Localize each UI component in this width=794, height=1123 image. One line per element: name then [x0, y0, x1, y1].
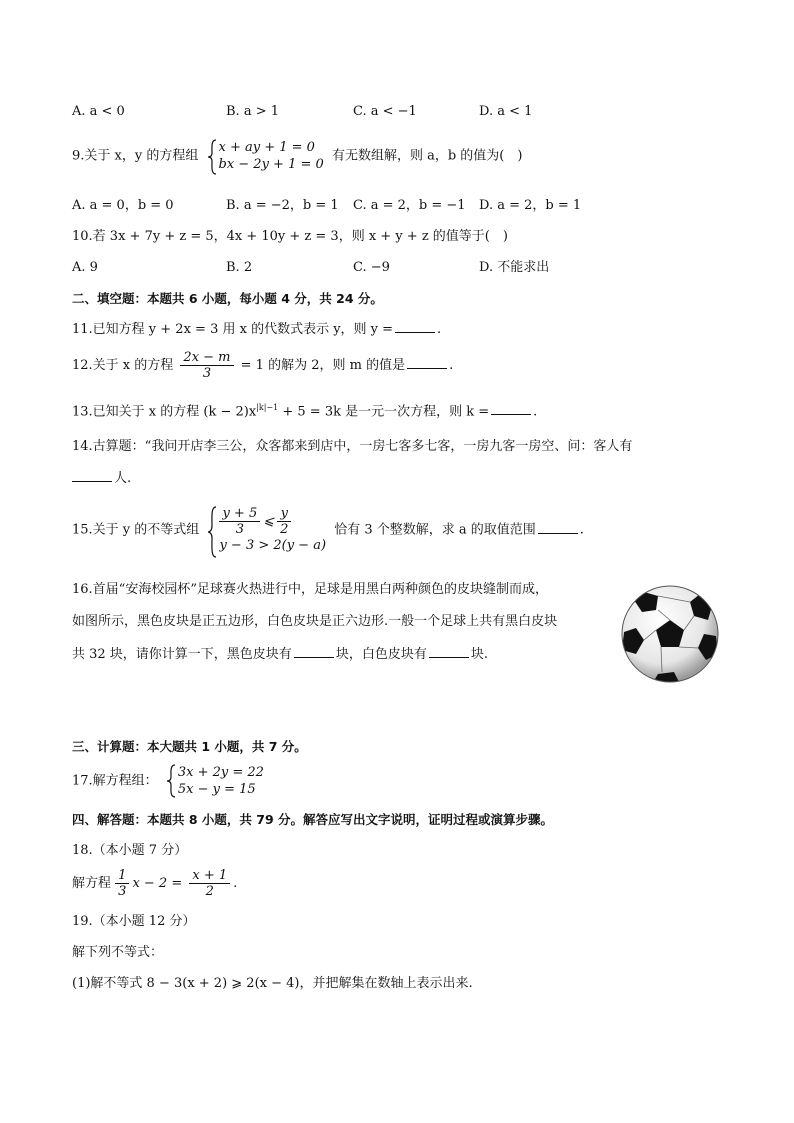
q15-inequality-2: y − 3 > 2(y − a) — [219, 538, 327, 553]
question-13 — [72, 399, 537, 421]
q16-black-blank[interactable] — [294, 645, 334, 658]
question-16-line-2: 如图所示，黑色皮块是正五边形，白色皮块是正六边形.一般一个足球上共有黑白皮块 — [72, 614, 558, 629]
q16-white-blank[interactable] — [429, 645, 469, 658]
question-16-line-3 — [72, 645, 488, 664]
q15-le-sign: ⩽ — [263, 514, 275, 529]
q18-fraction-1 — [115, 868, 129, 899]
question-14-line-2 — [72, 469, 131, 488]
q13-suffix: + 5 = 3k 是一元一次方程，则 k = — [282, 404, 490, 420]
q18-f2-denominator: 2 — [205, 884, 214, 899]
q16-line-3a: 共 32 块，请你计算一下，黑色皮块有 — [72, 647, 292, 662]
q17-equation-1: 3x + 2y = 22 — [177, 765, 264, 780]
q13-exponent: |k|−1 — [256, 403, 279, 412]
question-11 — [72, 320, 441, 339]
question-10: 10.若 3x + 7y + z = 5，4x + 10y + z = 3，则 x + y + z 的值等于( ) — [72, 229, 508, 244]
q10-option-c: C. −9 — [353, 260, 390, 275]
q14-line-2-text: 人. — [114, 471, 132, 486]
q8-option-c: C. a < −1 — [353, 104, 417, 119]
q15-inequality-1 — [219, 506, 326, 537]
brace-icon — [166, 764, 176, 798]
section-2-heading: 二、填空题：本题共 6 小题，每小题 4 分，共 24 分。 — [72, 291, 383, 306]
q11-answer-blank[interactable] — [395, 320, 435, 333]
q18-f1-denominator: 3 — [118, 884, 127, 899]
q12-end: . — [449, 358, 454, 373]
q9-equation-1: x + ay + 1 = 0 — [218, 140, 315, 155]
question-19-intro: 解下列不等式： — [72, 945, 164, 960]
q12-prefix: 12.关于 x 的方程 — [72, 358, 174, 373]
q9-option-b: B. a = −2，b = 1 — [226, 198, 339, 213]
q15-f2-numerator: y — [277, 506, 291, 522]
q10-option-a: A. 9 — [72, 260, 98, 275]
section-4-heading: 四、解答题：本题共 8 小题，共 79 分。解答应写出文字说明，证明过程或演算步骤。 — [72, 812, 554, 827]
q11-text: 11.已知方程 y + 2x = 3 用 x 的代数式表示 y，则 y = — [72, 322, 394, 337]
question-16-line-1: 16.首届“安海校园杯”足球赛火热进行中，足球是用黑白两种颜色的皮块缝制而成， — [72, 582, 548, 597]
q8-option-a: A. a < 0 — [72, 104, 125, 119]
q8-option-d: D. a < 1 — [479, 104, 533, 119]
question-17 — [72, 764, 268, 798]
q11-end: . — [437, 322, 442, 337]
q9-option-c: C. a = 2，b = −1 — [353, 198, 466, 213]
brace-icon — [207, 139, 217, 175]
q15-prefix: 15.关于 y 的不等式组 — [72, 522, 200, 538]
question-15 — [72, 506, 584, 554]
q18-fraction-2 — [189, 868, 230, 899]
q9-option-a: A. a = 0，b = 0 — [72, 198, 174, 213]
q9-equation-2: bx − 2y + 1 = 0 — [218, 157, 324, 172]
q9-suffix: 有无数组解，则 a，b 的值为( ) — [331, 148, 523, 164]
q16-line-3c: 块. — [470, 647, 488, 662]
q8-option-b: B. a > 1 — [226, 104, 279, 119]
question-19-part-1: (1)解不等式 8 − 3(x + 2) ⩾ 2(x − 4)，并把解集在数轴上表示出来. — [72, 976, 473, 991]
q15-f2-denominator: 2 — [280, 522, 289, 537]
q18-prefix: 解方程 — [72, 876, 112, 891]
q9-prefix: 9.关于 x，y 的方程组 — [72, 148, 199, 164]
q10-option-b: B. 2 — [226, 260, 253, 275]
q18-middle: x − 2 = — [132, 876, 183, 891]
question-9 — [72, 139, 522, 173]
q16-line-3b: 块，白色皮块有 — [335, 647, 427, 662]
question-18 — [72, 868, 237, 899]
q18-f2-numerator: x + 1 — [189, 868, 230, 884]
q17-prefix: 17.解方程组： — [72, 773, 158, 789]
question-12 — [72, 350, 453, 381]
brace-icon — [207, 506, 217, 558]
q12-fraction — [180, 350, 233, 381]
question-18-heading: 18.（本小题 7 分） — [72, 843, 188, 858]
q10-option-d: D. 不能求出 — [479, 260, 550, 275]
q15-f1-denominator: 3 — [235, 522, 244, 537]
q12-answer-blank[interactable] — [407, 356, 447, 369]
q15-end: . — [579, 522, 584, 538]
q15-suffix: 恰有 3 个整数解，求 a 的取值范围 — [334, 522, 536, 538]
q14-answer-blank[interactable] — [72, 469, 112, 482]
q12-fraction-denominator: 3 — [202, 366, 212, 381]
q9-option-d: D. a = 2，b = 1 — [479, 198, 582, 213]
q15-answer-blank[interactable] — [538, 521, 578, 534]
q17-equation-system — [166, 764, 264, 798]
q12-suffix: = 1 的解为 2，则 m 的值是 — [240, 358, 406, 373]
q13-prefix: 13.已知关于 x 的方程 (k − 2)x — [72, 404, 257, 420]
soccer-ball-image — [618, 584, 722, 684]
q9-equation-system — [207, 139, 324, 173]
q13-end: . — [533, 404, 538, 420]
q18-f1-numerator: 1 — [115, 868, 129, 884]
q15-inequality-system — [207, 506, 326, 554]
q18-end: . — [233, 876, 238, 891]
q15-f1-numerator: y + 5 — [219, 506, 260, 522]
section-3-heading: 三、计算题：本大题共 1 小题，共 7 分。 — [72, 739, 307, 754]
q13-answer-blank[interactable] — [491, 402, 531, 415]
question-14-line-1: 14.古算题：“我问开店李三公，众客都来到店中，一房七客多七客，一房九客一房空、问：客人有 — [72, 439, 633, 454]
q17-equation-2: 5x − y = 15 — [177, 782, 256, 797]
q12-fraction-numerator: 2x − m — [180, 350, 233, 366]
question-19-heading: 19.（本小题 12 分） — [72, 914, 196, 929]
